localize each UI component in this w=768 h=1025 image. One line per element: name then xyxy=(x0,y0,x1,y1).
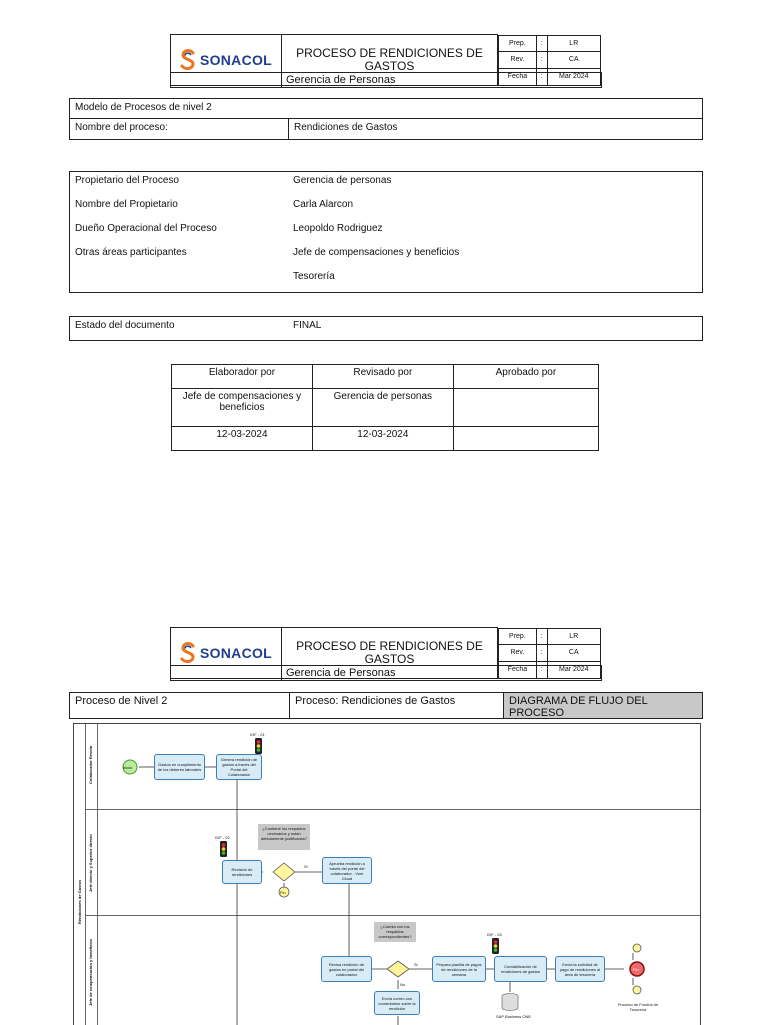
meta-value: CA xyxy=(547,52,600,69)
process-name: Proceso: Rendiciones de Gastos xyxy=(290,693,504,718)
meta-value: CA xyxy=(547,645,600,662)
kpi-label: IGF - 01 xyxy=(250,732,265,737)
sig-role: Gerencia de personas xyxy=(312,389,453,427)
status-label: Estado del documento xyxy=(75,320,175,331)
other-area-1: Jefe de compensaciones y beneficios xyxy=(293,247,460,258)
sig-header: Elaborador por xyxy=(172,365,313,389)
status-value: FINAL xyxy=(293,320,322,331)
document-title: PROCESO DE RENDICIONES DE GASTOS xyxy=(282,628,498,679)
meta-label: Fecha xyxy=(499,68,537,85)
meta-sep: : xyxy=(536,52,547,69)
flow-diagram xyxy=(73,723,701,1025)
task-prepara-planilla: Prepara planilla de pagos de rendiciones de la semana xyxy=(432,956,486,982)
document-title: PROCESO DE RENDICIONES DE GASTOS xyxy=(282,35,498,86)
next-process-label: Proceso de Fondos de Tesorería xyxy=(617,1002,659,1012)
kpi-label: IGF - 02 xyxy=(215,835,230,840)
gateway-1 xyxy=(273,863,295,881)
owners-box xyxy=(69,171,703,293)
task-envia-solicitud: Envía la solicitud de pago de rendiciones al área de tesorería xyxy=(555,956,605,982)
meta-row xyxy=(499,628,601,645)
meta-row xyxy=(499,35,601,52)
model-level-row xyxy=(70,99,702,119)
lane-label: Jefe de compensación y beneficios xyxy=(88,938,93,1006)
meta-sep: : xyxy=(536,645,547,662)
sig-date xyxy=(453,427,598,451)
sap-label: SAP Business ONE xyxy=(496,1014,532,1019)
other-area-2: Tesorería xyxy=(293,271,335,282)
meta-label: Rev. xyxy=(499,645,537,662)
meta-label: Rev. xyxy=(499,52,537,69)
owner-name-value: Carla Alarcon xyxy=(293,199,354,210)
task-genera-rendicion: Genera rendición de gastos a través del Portal del Colaborador xyxy=(216,754,262,780)
end-label: Fin xyxy=(633,967,639,972)
meta-sep: : xyxy=(536,68,547,85)
task-revisa: Revisa rendición de gastos en portal del colaborador xyxy=(321,956,372,982)
end-label: Fin xyxy=(280,890,286,895)
sonacol-logo-icon xyxy=(180,642,196,664)
department-label: Gerencia de Personas xyxy=(286,667,396,679)
task-revision: Revisión de rendiciones xyxy=(222,860,262,884)
meta-sep: : xyxy=(536,35,547,52)
status-box xyxy=(69,316,703,341)
sig-date: 12-03-2024 xyxy=(312,427,453,451)
meta-label: Prep. xyxy=(499,35,537,52)
department-row xyxy=(170,665,602,681)
traffic-light-icon xyxy=(220,841,227,857)
meta-row xyxy=(499,52,601,69)
sig-date: 12-03-2024 xyxy=(172,427,313,451)
process-name-value: Rendiciones de Gastos xyxy=(288,119,702,139)
task-envia-correo: Envía correo con comentarios sobre la rendición xyxy=(374,991,420,1015)
no-label: No xyxy=(400,982,406,987)
yes-label: Si xyxy=(304,864,308,869)
department-row xyxy=(170,72,602,88)
database-icon xyxy=(502,994,518,1011)
traffic-light-icon xyxy=(492,938,499,954)
lane-label: Jefe directo y Superior directo xyxy=(88,834,93,892)
other-areas-label: Otras áreas participantes xyxy=(75,247,187,258)
task-aprueba: Aprueba rendición a través del portal del colaborador - Vom Cloud xyxy=(322,857,372,884)
note-respaldos: ¿Contiene los respaldos necesarios y están debidamente justificados? xyxy=(258,824,310,850)
owner-value: Gerencia de personas xyxy=(293,175,392,186)
sig-role: Jefe de compensaciones y beneficios xyxy=(172,389,313,427)
meta-row xyxy=(499,645,601,662)
signature-table xyxy=(171,364,599,451)
start-label: Inicio xyxy=(123,765,133,770)
meta-value: Mar 2024 xyxy=(547,68,600,85)
yes-label: Si xyxy=(414,962,418,967)
op-owner-label: Dueño Operacional del Proceso xyxy=(75,223,217,234)
kpi-label: IGF - 03 xyxy=(487,932,502,937)
sig-role xyxy=(453,389,598,427)
sig-header: Revisado por xyxy=(312,365,453,389)
logo-text: SONACOL xyxy=(199,645,273,661)
department-label: Gerencia de Personas xyxy=(286,74,396,86)
sonacol-logo-icon xyxy=(180,49,196,71)
traffic-light-icon xyxy=(255,738,262,754)
model-name-row xyxy=(70,119,702,139)
meta-sep: : xyxy=(536,628,547,645)
owner-name-label: Nombre del Propietario xyxy=(75,199,178,210)
meta-value: Mar 2024 xyxy=(547,661,600,678)
logo-text: SONACOL xyxy=(199,52,273,68)
model-box xyxy=(69,98,703,140)
pool-label: Rendiciones de Gastos xyxy=(77,879,82,924)
diagram-title: DIAGRAMA DE FLUJO DEL PROCESO xyxy=(504,693,702,718)
meta-value: LR xyxy=(547,35,600,52)
meta-value: LR xyxy=(547,628,600,645)
process-bar xyxy=(69,692,703,719)
owner-label: Propietario del Proceso xyxy=(75,175,179,186)
event-top xyxy=(633,944,641,952)
model-level-label: Modelo de Procesos de nivel 2 xyxy=(75,102,212,113)
meta-label: Fecha xyxy=(499,661,537,678)
meta-sep: : xyxy=(536,661,547,678)
process-level: Proceso de Nivel 2 xyxy=(70,693,290,718)
lane-label: Colaborador Resoin xyxy=(88,745,93,784)
meta-label: Prep. xyxy=(499,628,537,645)
task-gastos: Gastos en cumplimiento de los deberes laborales xyxy=(154,754,205,780)
note-cuenta-respaldos: ¿Cuenta con los respaldos correspondientes? xyxy=(374,922,416,942)
op-owner-value: Leopoldo Rodriguez xyxy=(293,223,383,234)
sig-header: Aprobado por xyxy=(453,365,598,389)
event-bottom xyxy=(633,986,641,994)
task-contabilizacion: Contabilización de rendiciones de gastos xyxy=(494,956,547,982)
process-name-label: Nombre del proceso: xyxy=(75,122,168,133)
gateway-2 xyxy=(387,961,409,977)
